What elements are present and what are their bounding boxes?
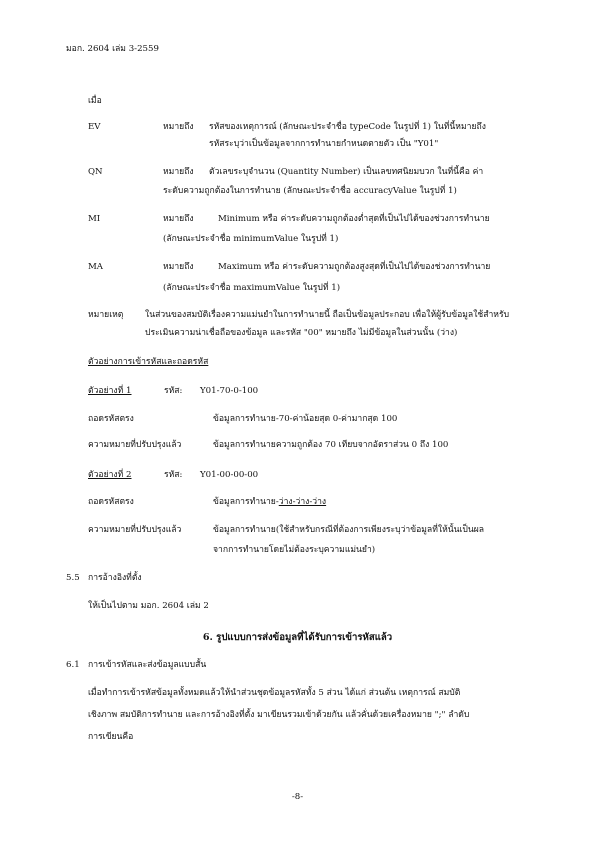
section-heading: 6. รูปแบบการส่งข้อมูลที่ได้รับการเข้ารหัสแล้ว xyxy=(202,632,393,643)
section-title: การอ้างอิงที่ตั้ง xyxy=(88,573,142,583)
decode-text: ข้อมูลการทำนาย-70-ค่าน้อยสุด 0-ค่ามากสุด 100 xyxy=(213,414,398,424)
definition-text: (ลักษณะประจำชื่อ maximumValue ในรูปที่ 1) xyxy=(163,283,341,293)
note-label: หมายเหตุ xyxy=(88,310,124,320)
paragraph-line: เชิงภาพ สมบัติการทำนาย และการอ้างอิงที่ตั้ง มาเขียนรวมเข้าด้วยกัน แล้วคั่นด้วยเครื่องหมาย ";" ลำดับ xyxy=(88,710,470,720)
meaning-text: ข้อมูลการทำนายความถูกต้อง 70 เทียบจากอัตราส่วน 0 ถึง 100 xyxy=(213,440,449,450)
note-text: ในส่วนของสมบัติเรื่องความแม่นยำในการทำนายนี้ ถือเป็นข้อมูลประกอบ เพื่อให้ผู้รับข้อมูลใช้สำหรับ xyxy=(145,310,510,320)
definition-means: หมายถึง xyxy=(163,167,194,177)
examples-heading: ตัวอย่างการเข้ารหัสและถอดรหัส xyxy=(88,357,209,367)
meaning-text: จากการทำนายโดยไม่ต้องระบุความแม่นยำ) xyxy=(213,545,376,555)
definition-text: ตัวเลขระบุจำนวน (Quantity Number) เป็นเลขทศนิยมบวก ในที่นี้คือ ค่า xyxy=(209,167,484,177)
decode-text xyxy=(213,497,326,508)
example-code: Y01-70-0-100 xyxy=(200,386,259,396)
where-label: เมื่อ xyxy=(88,96,102,106)
definition-term-ev: EV xyxy=(88,122,101,132)
meaning-label: ความหมายที่ปรับปรุงแล้ว xyxy=(88,440,182,450)
decode-label: ถอดรหัสตรง xyxy=(88,414,134,424)
example-code-label: รหัส: xyxy=(164,470,183,480)
note-text: ประเมินความน่าเชื่อถือของข้อมูล และรหัส "00" หมายถึง ไม่มีข้อมูลในส่วนนั้น (ว่าง) xyxy=(145,328,458,338)
definition-text: Minimum หรือ ค่าระดับความถูกต้องต่ำสุดที่เป็นไปได้ของช่วงการทำนาย xyxy=(218,214,490,224)
section-body: ให้เป็นไปตาม มอก. 2604 เล่ม 2 xyxy=(88,601,209,611)
meaning-text: ข้อมูลการทำนาย(ใช้สำหรับกรณีที่ต้องการเพียงระบุว่าข้อมูลที่ให้นั้นเป็นผล xyxy=(213,525,485,535)
example-code: Y01-00-00-00 xyxy=(200,470,259,480)
section-title: การเข้ารหัสและส่งข้อมูลแบบสั้น xyxy=(88,660,207,670)
example-label: ตัวอย่างที่ 1 xyxy=(88,386,132,396)
definition-text: (ลักษณะประจำชื่อ minimumValue ในรูปที่ 1) xyxy=(163,234,339,244)
definition-means: หมายถึง xyxy=(163,214,194,224)
paragraph-line: เมื่อทำการเข้ารหัสข้อมูลทั้งหมดแล้วให้นำส่วนชุดข้อมูลรหัสทั้ง 5 ส่วน ได้แก่ ส่วนต้น เหตุการณ์ สมบัติ xyxy=(88,688,461,698)
decode-prefix: ข้อมูลการทำนาย- xyxy=(213,497,279,507)
decode-label: ถอดรหัสตรง xyxy=(88,497,134,507)
definition-means: หมายถึง xyxy=(163,262,194,272)
decode-underlined: ว่าง-ว่าง-ว่าง xyxy=(278,497,327,507)
page-number: -8- xyxy=(291,792,304,802)
meaning-label: ความหมายที่ปรับปรุงแล้ว xyxy=(88,525,182,535)
section-number: 6.1 xyxy=(66,660,80,670)
definition-term-qn: QN xyxy=(88,167,103,177)
paragraph-line: การเขียนคือ xyxy=(88,732,134,742)
definition-text: Maximum หรือ ค่าระดับความถูกต้องสูงสุดที่เป็นไปได้ของช่วงการทำนาย xyxy=(218,262,491,272)
section-number: 5.5 xyxy=(66,573,80,583)
example-code-label: รหัส: xyxy=(164,386,183,396)
definition-text: รหัสระบุว่าเป็นข้อมูลจากการทำนายกำหนดตายตัว เป็น "Y01" xyxy=(209,139,439,149)
definition-term-ma: MA xyxy=(88,262,104,272)
definition-text: ระดับความถูกต้องในการทำนาย (ลักษณะประจำชื่อ accuracyValue ในรูปที่ 1) xyxy=(163,186,457,196)
definition-means: หมายถึง xyxy=(163,122,194,132)
definition-term-mi: MI xyxy=(88,214,101,224)
example-label: ตัวอย่างที่ 2 xyxy=(88,470,132,480)
standard-reference: มอก. 2604 เล่ม 3-2559 xyxy=(66,44,159,54)
definition-text: รหัสของเหตุการณ์ (ลักษณะประจำชื่อ typeCode ในรูปที่ 1) ในที่นี้หมายถึง xyxy=(209,122,486,132)
